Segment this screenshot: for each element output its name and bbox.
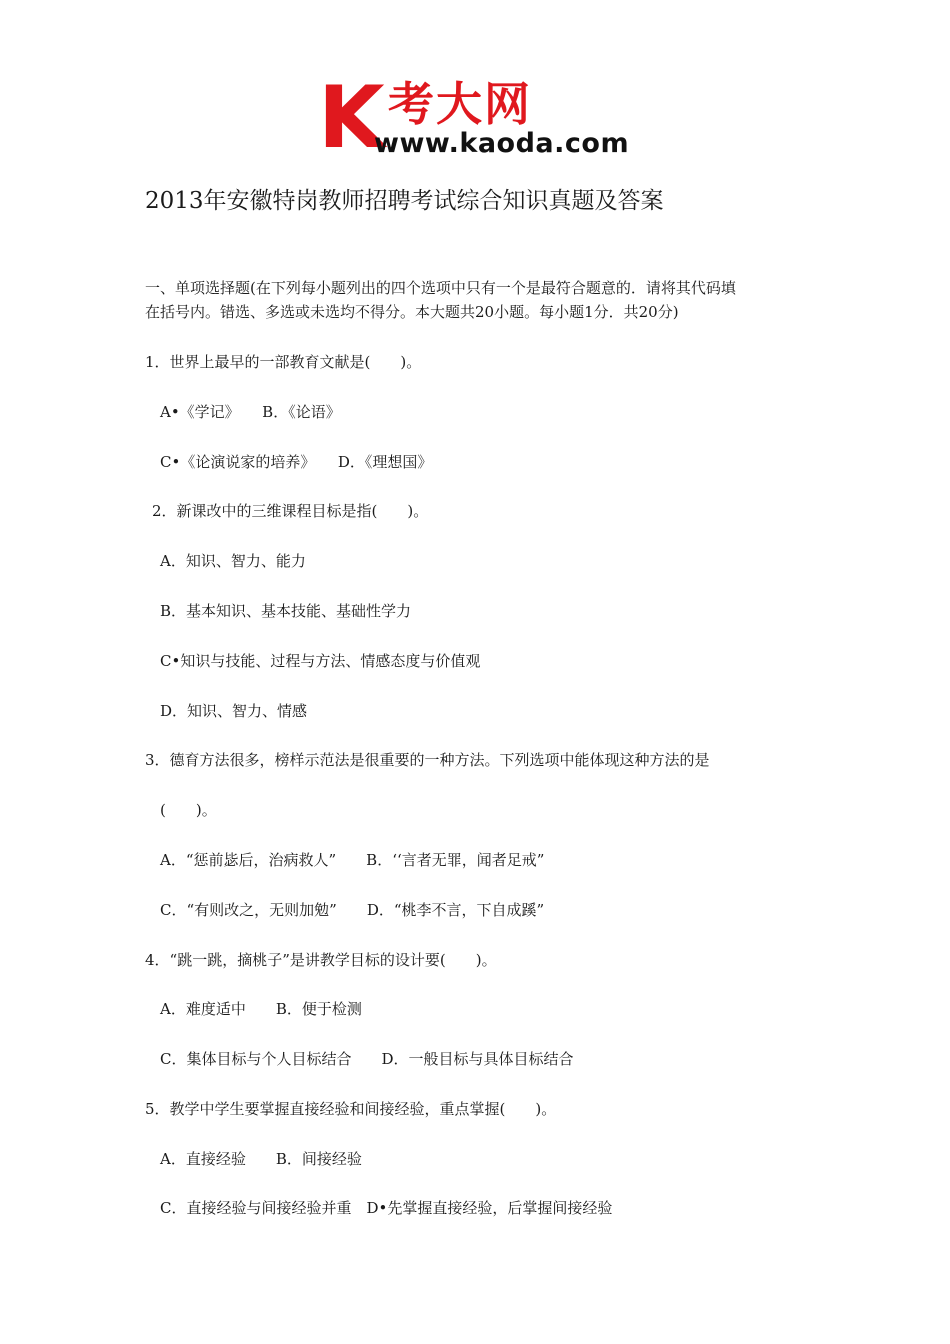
question-3: 3．德育方法很多，榜样示范法是很重要的一种方法。下列选项中能体现这种方法的是 xyxy=(145,751,710,769)
question-4-options-ab: A．难度适中 B．便于检测 xyxy=(160,1000,362,1018)
question-2-option-c: C•知识与技能、过程与方法、情感态度与价值观 xyxy=(160,652,481,670)
instructions-line-2: 在括号内。错选、多选或未选均不得分。本大题共20小题。每小题1分．共20分) xyxy=(145,303,679,321)
logo-url: www.kaoda.com xyxy=(374,128,630,159)
question-2-option-d: D．知识、智力、情感 xyxy=(160,702,308,720)
question-3-blank: ( )。 xyxy=(160,801,217,819)
question-3-options-cd: C．“有则改之，无则加勉” D．“桃李不言，下自成蹊” xyxy=(160,901,545,919)
question-1: 1．世界上最早的一部教育文献是( )。 xyxy=(145,353,422,371)
kaoda-logo xyxy=(318,68,640,168)
document-title: 2013年安徽特岗教师招聘考试综合知识真题及答案 xyxy=(145,188,664,214)
instructions-line-1: 一、单项选择题(在下列每小题列出的四个选项中只有一个是最符合题意的．请将其代码填 xyxy=(145,279,736,297)
question-3-options-ab: A．“惩前毖后，治病救人” B．‘‘言者无罪，闻者足戒” xyxy=(160,851,545,869)
question-1-options-ab: A•《学记》 B．《论语》 xyxy=(160,403,341,421)
question-2-option-a: A．知识、智力、能力 xyxy=(160,552,306,570)
question-2: 2．新课改中的三维课程目标是指( )。 xyxy=(152,502,429,520)
question-5-options-cd: C．直接经验与间接经验并重 D•先掌握直接经验，后掌握间接经验 xyxy=(160,1199,613,1217)
question-5-options-ab: A．直接经验 B．间接经验 xyxy=(160,1150,362,1168)
question-2-option-b: B．基本知识、基本技能、基础性学力 xyxy=(160,602,412,620)
question-4-options-cd: C．集体目标与个人目标结合 D．一般目标与具体目标结合 xyxy=(160,1050,574,1068)
logo-brand-name: 考大网 xyxy=(388,77,532,131)
question-1-options-cd: C•《论演说家的培养》 D．《理想国》 xyxy=(160,453,433,471)
logo-k-mark: K xyxy=(318,68,385,168)
question-5: 5．教学中学生要掌握直接经验和间接经验，重点掌握( )。 xyxy=(145,1100,557,1118)
question-4: 4．“跳一跳，摘桃子”是讲教学目标的设计要( )。 xyxy=(145,951,497,969)
